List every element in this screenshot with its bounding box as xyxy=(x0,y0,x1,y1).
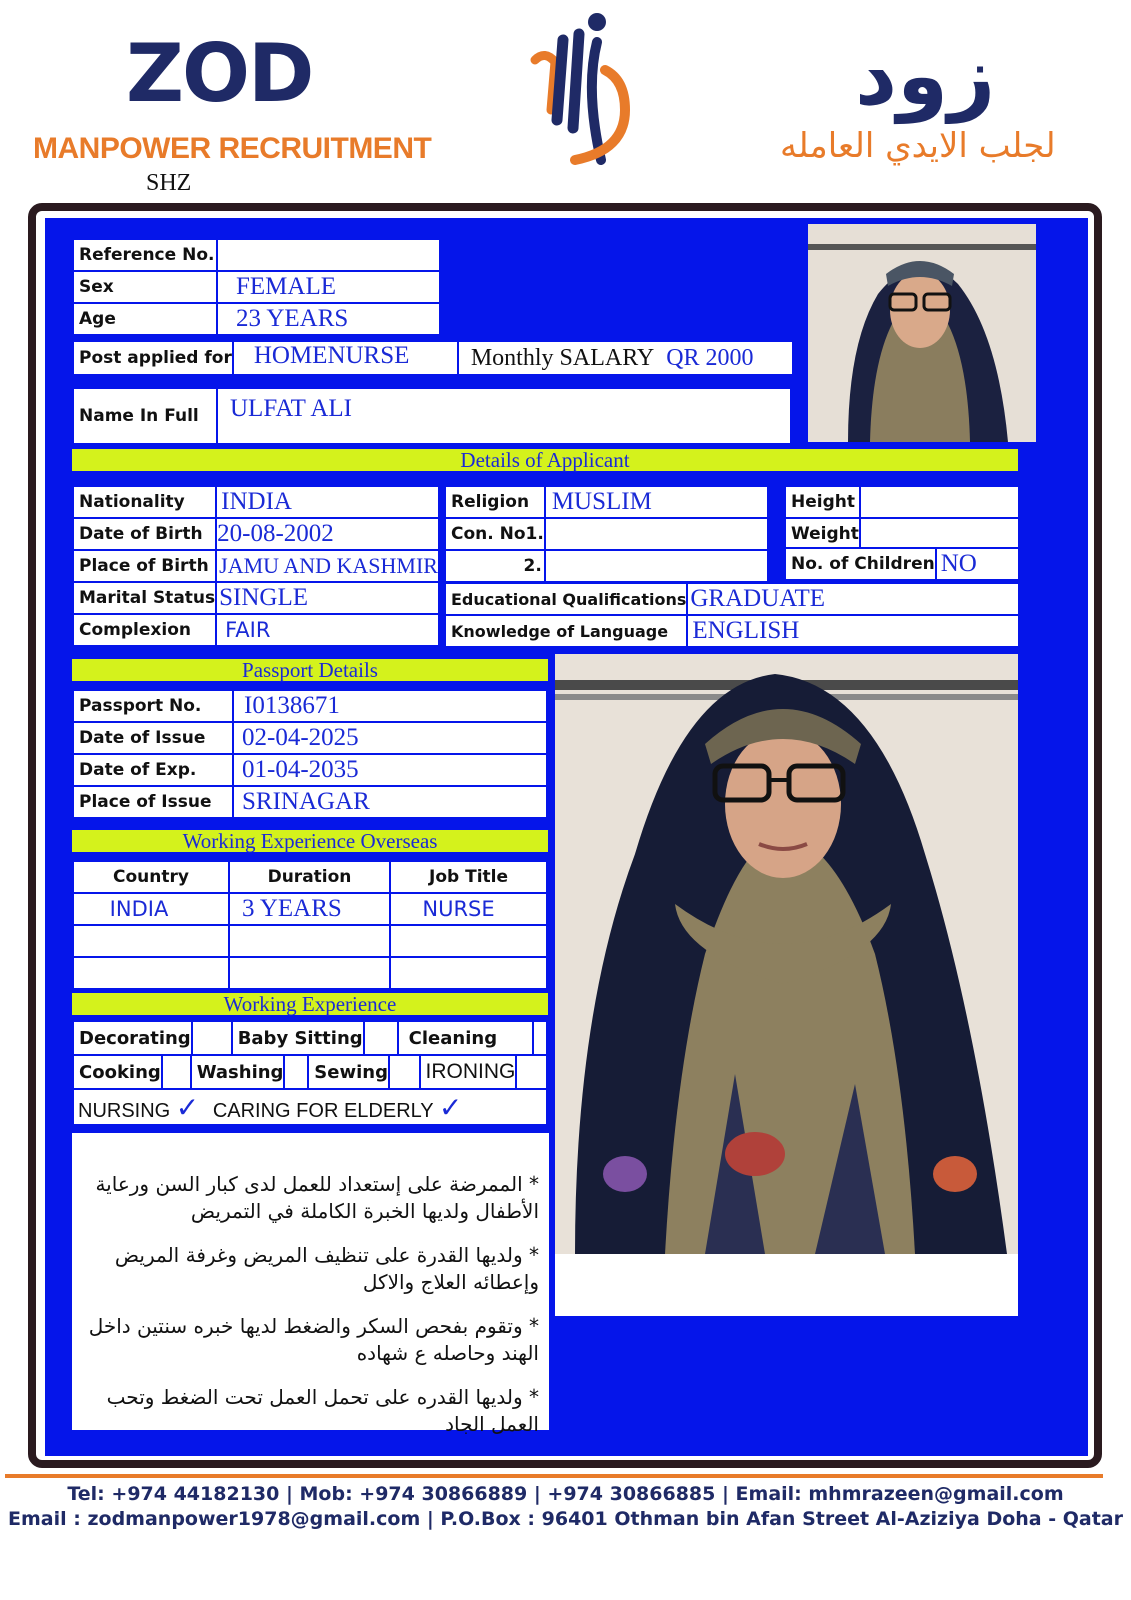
education-table xyxy=(444,582,1020,648)
reference-value xyxy=(217,239,440,271)
marital-label: Marital Status xyxy=(73,582,216,614)
skill-elderly: CARING FOR ELDERLY xyxy=(212,1099,434,1122)
skill-washing: Washing xyxy=(191,1055,285,1089)
footer-divider xyxy=(5,1474,1103,1478)
experience-title: Working Experience xyxy=(72,993,548,1015)
skills-row-1 xyxy=(72,1020,548,1056)
children-value: NO xyxy=(936,548,1019,580)
weight-value xyxy=(860,518,1019,550)
brand-logo-text: ZOD xyxy=(126,27,313,120)
skill-washing-check xyxy=(284,1055,308,1089)
notes-box xyxy=(72,1133,549,1436)
height-label: Height xyxy=(785,486,860,518)
overseas-job xyxy=(390,957,547,989)
details-title: Details of Applicant xyxy=(72,449,1018,471)
footer-address: Email : zodmanpower1978@gmail.com | P.O.Box : 96401 Othman bin Afan Street Al-Aziziya Doha - Qatar xyxy=(8,1508,1123,1530)
skill-cleaning-check xyxy=(533,1021,547,1055)
language-label: Knowledge of Language xyxy=(445,615,687,647)
issue-place-value: SRINAGAR xyxy=(233,786,547,818)
marital-value: SINGLE xyxy=(216,582,439,614)
sex-value: FEMALE xyxy=(217,271,440,303)
exp-date-value: 01-04-2035 xyxy=(233,754,547,786)
con2-value xyxy=(545,550,768,582)
weight-label: Weight xyxy=(785,518,860,550)
name-value: ULFAT ALI xyxy=(217,388,791,444)
skill-cleaning: Cleaning xyxy=(398,1021,533,1055)
overseas-job: NURSE xyxy=(390,893,547,925)
issue-date-value: 02-04-2025 xyxy=(233,722,547,754)
complexion-label: Complexion xyxy=(73,614,216,646)
dob-value: 20-08-2002 xyxy=(216,518,439,550)
nationality-label: Nationality xyxy=(73,486,216,518)
skill-baby-sitting: Baby Sitting xyxy=(232,1021,364,1055)
passport-no-label: Passport No. xyxy=(73,690,233,722)
overseas-country xyxy=(73,925,229,957)
name-table xyxy=(72,387,792,445)
name-label: Name In Full xyxy=(73,388,217,444)
country-header: Country xyxy=(73,861,229,893)
skill-decorating: Decorating xyxy=(73,1021,192,1055)
reference-label: Reference No. xyxy=(73,239,217,271)
salary-value: QR 2000 xyxy=(666,344,754,371)
details-left-table xyxy=(72,485,440,647)
salary-label: Monthly SALARY xyxy=(470,344,655,371)
skills-nursing-cell xyxy=(73,1089,547,1125)
con1-label: Con. No1. xyxy=(445,518,545,550)
skill-ironing-check xyxy=(516,1055,547,1089)
check-icon: ✓ xyxy=(438,1090,463,1124)
complexion-value: FAIR xyxy=(216,614,439,646)
brand-subtitle: MANPOWER RECRUITMENT xyxy=(33,132,432,165)
skill-decorating-check xyxy=(192,1021,232,1055)
language-value: ENGLISH xyxy=(687,615,1019,647)
passport-no-value: I0138671 xyxy=(233,690,547,722)
applicant-photo-large xyxy=(555,654,1018,1316)
issue-place-label: Place of Issue xyxy=(73,786,233,818)
skills-row-2 xyxy=(72,1054,548,1090)
footer-contact: Tel: +974 44182130 | Mob: +974 30866889 | +974 30866885 | Email: mhmrazeen@gmail.com xyxy=(67,1483,1064,1505)
note-item: * ولديها القدره على تحمل العمل تحت الضغط وتحب العمل الجاد xyxy=(106,1385,539,1436)
nationality-value: INDIA xyxy=(216,486,439,518)
children-table xyxy=(784,547,1020,581)
note-item: * الممرضة على إستعداد للعمل لدى كبار السن ورعاية الأطفال ولديها الخبرة الكاملة في التمريض xyxy=(95,1172,539,1223)
overseas-country: INDIA xyxy=(73,893,229,925)
overseas-country xyxy=(73,957,229,989)
table-row xyxy=(73,893,547,925)
check-icon: ✓ xyxy=(175,1090,200,1124)
height-value xyxy=(860,486,1019,518)
table-row xyxy=(73,957,547,989)
agency-code: SHZ xyxy=(146,170,192,196)
brand-emblem-icon xyxy=(515,10,665,168)
overseas-duration xyxy=(229,925,390,957)
skill-ironing: IRONING xyxy=(420,1055,517,1089)
brand-subtitle-arabic: لجلب الايدي العامله xyxy=(780,126,1056,166)
table-row xyxy=(73,925,547,957)
passport-title: Passport Details xyxy=(72,659,548,681)
details-middle-table xyxy=(444,485,769,583)
religion-value: MUSLIM xyxy=(545,486,768,518)
reference-table xyxy=(72,238,441,336)
overseas-table xyxy=(72,860,548,990)
age-value: 23 YEARS xyxy=(217,303,440,335)
skill-cooking: Cooking xyxy=(73,1055,162,1089)
education-label: Educational Qualifications xyxy=(445,583,687,615)
skill-sewing-check xyxy=(389,1055,420,1089)
salary-cell xyxy=(458,341,793,375)
skill-baby-sitting-check xyxy=(364,1021,398,1055)
passport-table xyxy=(72,689,548,819)
education-value: GRADUATE xyxy=(687,583,1019,615)
skills-row-3 xyxy=(72,1088,548,1126)
skill-sewing: Sewing xyxy=(308,1055,389,1089)
note-item: * ولديها القدرة على تنظيف المريض وغرفة المريض وإعطائه العلاج والاكل xyxy=(114,1243,539,1294)
exp-date-label: Date of Exp. xyxy=(73,754,233,786)
applicant-photo-small xyxy=(808,224,1036,442)
brand-logo-arabic: زود xyxy=(855,29,996,124)
issue-date-label: Date of Issue xyxy=(73,722,233,754)
overseas-title: Working Experience Overseas xyxy=(72,830,548,852)
con2-label: 2. xyxy=(445,550,545,582)
pob-label: Place of Birth xyxy=(73,550,216,582)
skill-nursing: NURSING xyxy=(78,1099,171,1122)
religion-label: Religion xyxy=(445,486,545,518)
note-item: * وتقوم بفحص السكر والضغط لديها خبره سنتين داخل الهند وحاصله ع شهاده xyxy=(88,1314,539,1365)
overseas-duration xyxy=(229,957,390,989)
overseas-duration: 3 YEARS xyxy=(229,893,390,925)
post-table xyxy=(72,340,794,376)
sex-label: Sex xyxy=(73,271,217,303)
post-value: HOMENURSE xyxy=(233,341,458,375)
children-label: No. of Children xyxy=(785,548,936,580)
overseas-job xyxy=(390,925,547,957)
post-label: Post applied for xyxy=(73,341,233,375)
pob-value: JAMU AND KASHMIR xyxy=(216,550,439,582)
con1-value xyxy=(545,518,768,550)
skill-cooking-check xyxy=(162,1055,191,1089)
duration-header: Duration xyxy=(229,861,390,893)
job-title-header: Job Title xyxy=(390,861,547,893)
dob-label: Date of Birth xyxy=(73,518,216,550)
age-label: Age xyxy=(73,303,217,335)
details-right-table xyxy=(784,485,1020,551)
